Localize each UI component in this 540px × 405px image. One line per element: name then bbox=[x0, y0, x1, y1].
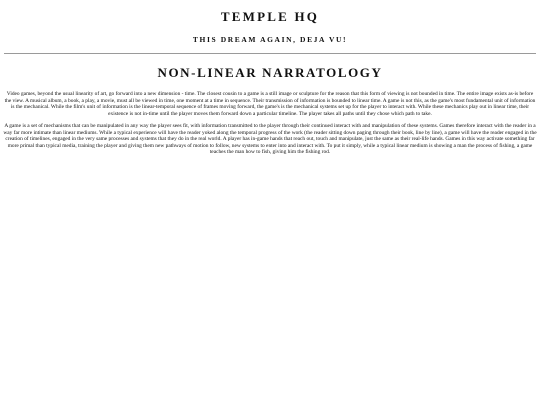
article-title: NON-LINEAR NARRATOLOGY bbox=[157, 65, 383, 80]
site-tagline: THIS DREAM AGAIN, DEJA VU! bbox=[192, 35, 348, 44]
article bbox=[0, 65, 540, 156]
header-divider bbox=[4, 53, 536, 54]
article-body bbox=[3, 91, 537, 156]
site-header bbox=[0, 0, 540, 44]
article-paragraph: Video games, beyond the usual linearity of art, go forward into a new dimension - time. The closest cousin to a game is a still image or sculpture for the reason that this form of viewing is not bounded in time. The entire image exists as-is before the view. A musical album, a book, a play, a movie, must all be viewed in time, one moment at a time in sequence. Their transmission of information is bounded to linear time. A game is not this, as the game's most fundamental unit of information is the mechanical. While the film's unit of information is the linear-temporal sequence of frames moving forward, the game's is the mechanical systems set up for the player to interact with. While these mechanics play out in linear time, their existence is not in-time until the player moves them forward down a particular timeline. The player takes all paths until they chose which path to take. bbox=[4, 91, 536, 117]
site-title[interactable]: TEMPLE HQ bbox=[220, 9, 320, 24]
article-paragraph: A game is a set of mechanisms that can be manipulated in any way the player sees fit, with information transmitted to the player through their continued interact with and manipulation of these systems. Games therefore interact with the reader in a way far more intimate than linear mediums. While a typical experience will have the reader yoked along the temporal progress of the work (the reader sitting down paging through their book, line by line), a game will have the reader engaged in the creation of timelines, engaged in the very same processes and systems that they do in the real world. A player has in-game hands that reach out, touch and manipulate, just the same as their real-life hands. Games in this way activate something far more primal than typical media, training the player and giving them new pathways of motion to follow, new systems to enter into and interact with. To put it simply, while a typical linear medium is showing a man the process of fishing, a game teaches the man how to fish, giving him the fishing rod. bbox=[3, 123, 537, 156]
